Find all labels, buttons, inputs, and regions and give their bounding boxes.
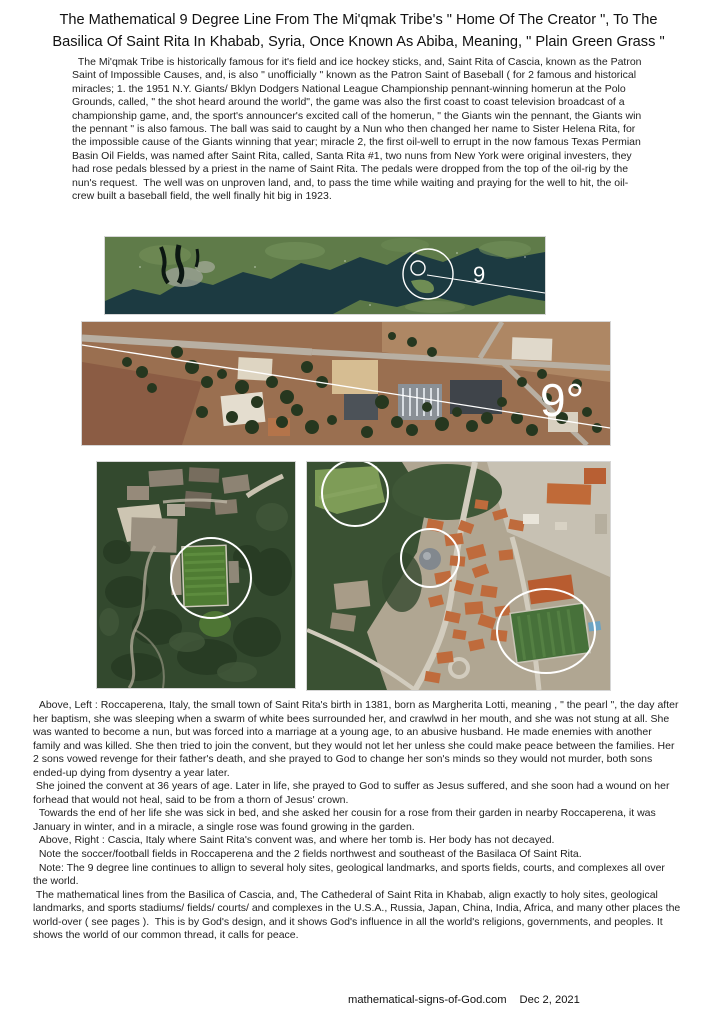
page-title — [0, 9, 717, 53]
striped-building — [398, 384, 442, 420]
body-paragraph: Note: The 9 degree line continues to allign to several holy sites, geological landmarks, and sports fields, courts, and complexes all over the world. — [33, 861, 668, 888]
body-paragraph: She joined the convent at 36 years of age. Later in life, she prayed to God to suffer as Jesus suffered, and she soon had a wound on her forhead that would not heal, said to be from a thorn of Jesus' crown. — [33, 780, 673, 806]
intro-paragraph: The Mi'qmak Tribe is historically famous for it's field and ice hockey sticks, and, Saint Rita of Cascia, known as the Patron Saint of Impossible Causes, and, is also " unofficially " known as the Patron Saint of Baseball ( for 2 famous and historical miracles; 1. the 1951 N.Y. Giants/ Bklyn Dodgers National League Championship pennant-winning homerun at the Polo Grounds, called, " the shot heard around the world", the game was also the first coast to coast television broadcast of a championship game, and, the sport's announcer's excited call of the homerun, " the Giants win the pennant, the Giants win the pennant " is also famous. The ball was said to caught by a Nun who then changed her name to Sister Helena Rita, for the impossible cause of the Giants winning that year; miracle 2, the first oil-well to errupt in the now famous Texas Permian Basin Oil Fields, was named after Saint Rita, called, Santa Rita #1, two nuns from New York were original investers, they had rose pedals blessed by a priest in the name of Saint Rita. The pedals were dropped from the top of the oil-rig by the nun's request. The well was on unproven land, and, to pass the time while waiting and praying for the well to hit, the oil-crew built a baseball field, the well finally hit big in 1923. — [72, 56, 645, 203]
cascia-satellite-image — [307, 462, 610, 690]
page-title-line-2: Basilica Of Saint Rita In Khabab, Syria, Once Known As Abiba, Meaning, " Plain Green Grass " — [52, 34, 665, 50]
figure-khabab-satellite — [82, 322, 610, 445]
body-paragraph: Towards the end of her life she was sick in bed, and she asked her cousin for a rose from their garden in nearby Roccaperena, it was January in winter, and in a miracle, a single rose was found growing in the garden. — [33, 807, 659, 833]
figure-miqmak-coast-satellite — [105, 237, 545, 314]
figure-cascia-satellite — [307, 462, 610, 690]
body-paragraph: Above, Right : Cascia, Italy where Saint Rita's convent was, and where her tomb is. Her body has not decayed. — [33, 834, 555, 847]
body-paragraph: Above, Left : Roccaperena, Italy, the small town of Saint Rita's birth in 1381, born as Margherita Lotti, meaning , " the pearl ", the day after her baptism, she was sleeping when a swarm of white bees surrounded her, and crawlwd in her mouth, and she was not stung at all. She was wanted to become a nun, but was forced into a marriage at a young age, to an abusive husband. He made enemies with another family and was killed. She then tried to join the convent, but they would not let her unless she could make peace between the families. Her 2 sons vowed revenge for their father's death, and she prayed to God to change her son's minds so they would not murder, both sons ended-up dying from dysentry a year later. — [33, 699, 682, 779]
page-title-line-1: The Mathematical 9 Degree Line From The Mi'qmak Tribe's " Home Of The Creator ", To The — [59, 12, 658, 28]
body-paragraph: Note the soccer/football fields in Roccaperena and the 2 fields northwest and southeast of the Basilaca Of Saint Rita. — [33, 848, 582, 861]
site-url: mathematical-signs-of-God.com — [348, 994, 507, 1006]
khabab-satellite-image — [82, 322, 610, 445]
degree-label: 9° — [540, 374, 584, 426]
dome-church — [419, 548, 441, 570]
date-text: Dec 2, 2021 — [519, 994, 580, 1006]
body-text-block — [33, 699, 684, 943]
roccaperena-satellite-image — [97, 462, 295, 688]
page-footer — [348, 994, 580, 1006]
figure-roccaperena-satellite — [97, 462, 295, 688]
miqmak-satellite-image — [105, 237, 545, 314]
body-paragraph: The mathematical lines from the Basilica of Cascia, and, The Cathederal of Saint Rita in Khabab, align exactly to holy sites, geological landmarks, and sports stadiums/ fields/ courts/ and complexes in the U.S.A., Russia, Japan, China, India, Africa, and many other places the world-over ( see pages ). This is by God's design, and it shows God's influence in all the world's religions, governments, and peoples. It shows the world of our common thread, it calls for peace. — [33, 888, 684, 942]
degree-label: 9 — [473, 262, 486, 287]
